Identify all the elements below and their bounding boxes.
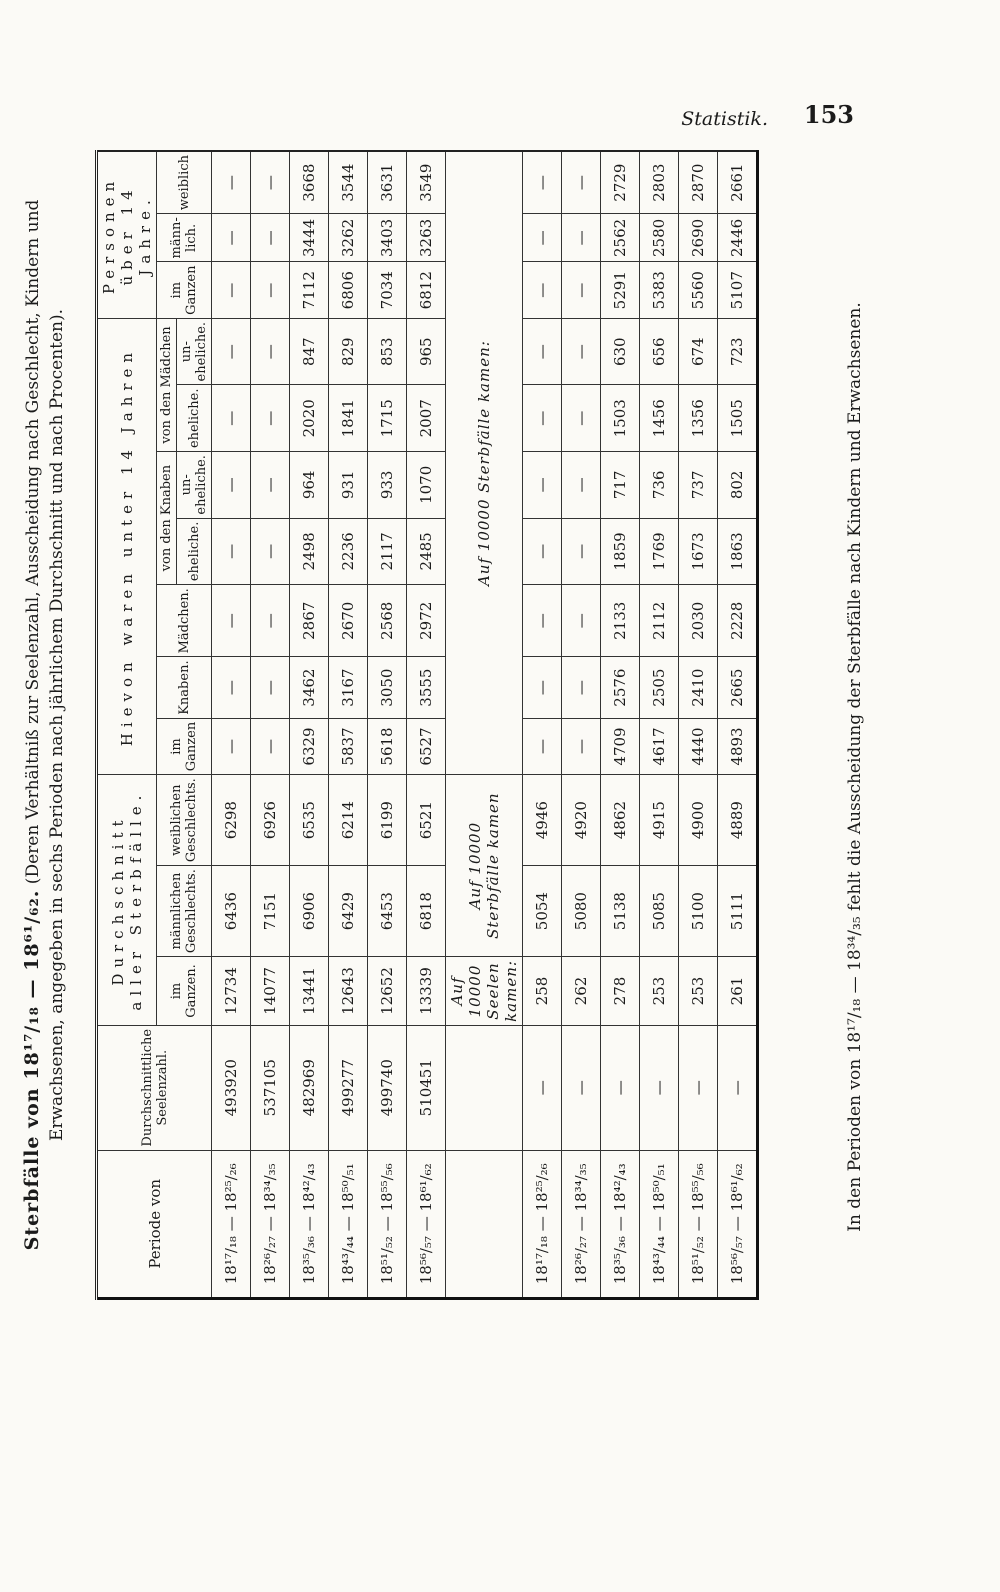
absolute-cell-p-w: 3631 [368, 151, 407, 214]
absolute-cell-md-e: 1715 [368, 385, 407, 452]
header-seelenzahl: Durchschnittliche Seelenzahl. [97, 1025, 212, 1150]
absolute-rows [212, 151, 446, 1299]
percentage-cell-w: 4946 [523, 775, 562, 866]
percentage-cell-p-w: — [562, 151, 601, 214]
absolute-cell-kn-u: — [212, 452, 251, 519]
absolute-cell-kn-e: — [251, 518, 290, 585]
percentage-cell-ges: 261 [718, 957, 758, 1026]
absolute-cell-md-e: 2020 [290, 385, 329, 452]
absolute-cell-w: 6298 [212, 775, 251, 866]
table-title-rest: (Deren Verhältniß zur Seelenzahl, Ausscheidung nach Geschlecht, Kindern und Erwachsenen, angegeben in sechs Perioden nach jährlichem Durchschnitt und nach Procenten). [23, 199, 67, 1142]
header-im-ganzen-3: im Ganzen [157, 262, 212, 318]
absolute-cell-p-m: 3444 [290, 214, 329, 262]
percentage-cell-periode: 18⁴³/₄₄ — 18⁵⁰/₅₁ [640, 1150, 679, 1298]
percentage-cell-p-w: — [523, 151, 562, 214]
absolute-cell-w: 6535 [290, 775, 329, 866]
header-weibl: weiblichen Geschlechts. [157, 775, 212, 866]
absolute-cell-w: 6199 [368, 775, 407, 866]
absolute-cell-p-ges: 6806 [329, 262, 368, 318]
absolute-cell-p-w: 3544 [329, 151, 368, 214]
percentage-cell-md-u: 656 [640, 318, 679, 385]
absolute-cell-maedchen: — [251, 585, 290, 657]
percentage-cell-kn-e: 1859 [601, 518, 640, 585]
header-hievon: Hievon waren unter 14 Jahren [97, 318, 157, 774]
percentage-cell-p-w: 2661 [718, 151, 758, 214]
absolute-cell-m: 7151 [251, 866, 290, 957]
absolute-cell-m: 6429 [329, 866, 368, 957]
percentage-cell-m: 5085 [640, 866, 679, 957]
absolute-cell-kn-e: 2498 [290, 518, 329, 585]
absolute-cell-seelen: 482969 [290, 1025, 329, 1150]
absolute-cell-md-u: 847 [290, 318, 329, 385]
absolute-row [212, 151, 251, 1299]
percentage-cell-kn-u: 737 [679, 452, 718, 519]
percentage-cell-knaben: 2665 [718, 657, 758, 718]
absolute-cell-w: 6521 [407, 775, 446, 866]
percentage-cell-kn-u: — [562, 452, 601, 519]
percentage-row [601, 151, 640, 1299]
percentage-cell-w: 4862 [601, 775, 640, 866]
percentage-cell-maedchen: 2228 [718, 585, 758, 657]
percentage-cell-md-u: 723 [718, 318, 758, 385]
note-kinder: Auf 10000 Sterbfälle kamen: [446, 151, 523, 775]
percentage-cell-k-ges: 4709 [601, 718, 640, 774]
absolute-cell-p-m: 3262 [329, 214, 368, 262]
absolute-cell-p-w: 3549 [407, 151, 446, 214]
absolute-cell-maedchen: — [212, 585, 251, 657]
absolute-cell-periode: 18⁵⁶/₅₇ — 18⁶¹/₆₂ [407, 1150, 446, 1298]
percentage-cell-md-e: 1456 [640, 385, 679, 452]
header-maennl: männlichen Geschlechts. [157, 866, 212, 957]
percentage-cell-k-ges: 4617 [640, 718, 679, 774]
percentage-cell-m: 5138 [601, 866, 640, 957]
absolute-cell-ges: 14077 [251, 957, 290, 1026]
header-im-ganzen-2: im Ganzen [157, 718, 212, 774]
percentage-cell-maedchen: 2112 [640, 585, 679, 657]
header-maedchen: Mädchen. [157, 585, 212, 657]
absolute-cell-periode: 18²⁶/₂₇ — 18³⁴/₃₅ [251, 1150, 290, 1298]
absolute-cell-m: 6818 [407, 866, 446, 957]
absolute-cell-maedchen: 2867 [290, 585, 329, 657]
percentage-cell-seelen: — [640, 1025, 679, 1150]
percentage-cell-knaben: 2576 [601, 657, 640, 718]
percentage-cell-m: 5054 [523, 866, 562, 957]
percentage-cell-knaben: — [562, 657, 601, 718]
percentage-row [562, 151, 601, 1299]
header-maennlich: männ-lich. [157, 214, 212, 262]
percentage-rows [523, 151, 758, 1299]
percentage-row [718, 151, 758, 1299]
absolute-cell-kn-e: 2236 [329, 518, 368, 585]
header-durchschnitt: Durchschnitt aller Sterbfälle. [97, 775, 157, 1026]
percentage-cell-md-e: — [562, 385, 601, 452]
note-blank-2 [446, 1025, 523, 1150]
percentage-cell-md-u: — [562, 318, 601, 385]
percentage-cell-md-e: 1505 [718, 385, 758, 452]
percentage-cell-p-ges: — [562, 262, 601, 318]
percentage-cell-md-e: 1503 [601, 385, 640, 452]
absolute-cell-ges: 12734 [212, 957, 251, 1026]
header-maedchen-unehelich: un-eheliche. [177, 318, 212, 385]
absolute-cell-md-u: 965 [407, 318, 446, 385]
percentage-cell-kn-e: 1673 [679, 518, 718, 585]
percentage-cell-periode: 18³⁵/₃₆ — 18⁴²/₄₃ [601, 1150, 640, 1298]
absolute-cell-knaben: 3167 [329, 657, 368, 718]
header-im-ganzen: im Ganzen. [157, 957, 212, 1026]
absolute-cell-ges: 12643 [329, 957, 368, 1026]
absolute-cell-maedchen: 2972 [407, 585, 446, 657]
percentage-cell-kn-e: — [523, 518, 562, 585]
header-personen: Personen über 14 Jahre. [97, 151, 157, 318]
percentage-cell-k-ges: — [523, 718, 562, 774]
absolute-cell-knaben: — [251, 657, 290, 718]
absolute-cell-md-u: — [251, 318, 290, 385]
header-von-knaben: von den Knaben [157, 452, 177, 585]
percentage-cell-maedchen: 2030 [679, 585, 718, 657]
absolute-cell-m: 6436 [212, 866, 251, 957]
note-geschlecht: Auf 10000 Sterbfälle kamen [446, 775, 523, 957]
percentage-cell-maedchen: — [562, 585, 601, 657]
percentage-cell-knaben: — [523, 657, 562, 718]
absolute-cell-seelen: 499740 [368, 1025, 407, 1150]
absolute-row [368, 151, 407, 1299]
percentage-cell-seelen: — [523, 1025, 562, 1150]
table-title [20, 150, 69, 1300]
absolute-cell-knaben: — [212, 657, 251, 718]
percentage-cell-md-u: 674 [679, 318, 718, 385]
absolute-cell-w: 6926 [251, 775, 290, 866]
absolute-cell-p-ges: 6812 [407, 262, 446, 318]
absolute-cell-p-m: 3403 [368, 214, 407, 262]
percentage-cell-kn-e: 1769 [640, 518, 679, 585]
percentage-cell-kn-u: — [523, 452, 562, 519]
percentage-cell-k-ges: — [562, 718, 601, 774]
absolute-row [329, 151, 368, 1299]
table-title-bold: Sterbfälle von 18¹⁷/₁₈ — 18⁶¹/₆₂. [21, 889, 43, 1251]
percentage-cell-p-m: — [523, 214, 562, 262]
percentage-cell-seelen: — [562, 1025, 601, 1150]
absolute-cell-k-ges: — [251, 718, 290, 774]
absolute-cell-k-ges: 5618 [368, 718, 407, 774]
absolute-cell-kn-u: 931 [329, 452, 368, 519]
percentage-cell-w: 4889 [718, 775, 758, 866]
absolute-cell-md-e: — [212, 385, 251, 452]
percentage-cell-m: 5080 [562, 866, 601, 957]
absolute-cell-seelen: 499277 [329, 1025, 368, 1150]
percentage-cell-m: 5111 [718, 866, 758, 957]
header-maedchen-ehelich: eheliche. [177, 385, 212, 452]
absolute-cell-periode: 18⁵¹/₅₂ — 18⁵⁵/₅₆ [368, 1150, 407, 1298]
percentage-cell-knaben: 2410 [679, 657, 718, 718]
percentage-cell-md-u: 630 [601, 318, 640, 385]
absolute-cell-md-u: — [212, 318, 251, 385]
header-periode: Periode von [97, 1150, 212, 1298]
absolute-cell-maedchen: 2568 [368, 585, 407, 657]
percentage-cell-p-ges: 5560 [679, 262, 718, 318]
absolute-cell-seelen: 537105 [251, 1025, 290, 1150]
percentage-cell-seelen: — [718, 1025, 758, 1150]
absolute-cell-md-e: 1841 [329, 385, 368, 452]
absolute-cell-w: 6214 [329, 775, 368, 866]
percentage-cell-maedchen: 2133 [601, 585, 640, 657]
percentage-cell-seelen: — [601, 1025, 640, 1150]
percentage-cell-kn-e: — [562, 518, 601, 585]
percentage-cell-k-ges: 4893 [718, 718, 758, 774]
percentage-cell-p-w: 2803 [640, 151, 679, 214]
header-knaben-ehelich: eheliche. [177, 518, 212, 585]
percentage-cell-kn-u: 717 [601, 452, 640, 519]
absolute-cell-md-e: 2007 [407, 385, 446, 452]
absolute-cell-k-ges: 6329 [290, 718, 329, 774]
percentage-cell-ges: 253 [640, 957, 679, 1026]
percentage-row [640, 151, 679, 1299]
percentage-cell-periode: 18¹⁷/₁₈ — 18²⁵/₂₆ [523, 1150, 562, 1298]
absolute-cell-kn-e: 2485 [407, 518, 446, 585]
percentage-cell-w: 4900 [679, 775, 718, 866]
absolute-cell-p-ges: 7112 [290, 262, 329, 318]
absolute-cell-ges: 12652 [368, 957, 407, 1026]
footnote: In den Perioden von 18¹⁷/₁₈ — 18³⁴/₃₅ fehlt die Ausscheidung der Sterbfälle nach Kindern und Erwachsenen. [845, 302, 865, 1232]
absolute-cell-md-u: 829 [329, 318, 368, 385]
absolute-cell-maedchen: 2670 [329, 585, 368, 657]
absolute-cell-seelen: 493920 [212, 1025, 251, 1150]
note-row-group [446, 151, 523, 1299]
header-weiblich: weiblich [157, 151, 212, 214]
percentage-cell-seelen: — [679, 1025, 718, 1150]
absolute-cell-kn-e: 2117 [368, 518, 407, 585]
absolute-cell-periode: 18⁴³/₄₄ — 18⁵⁰/₅₁ [329, 1150, 368, 1298]
absolute-cell-k-ges: 5837 [329, 718, 368, 774]
percentage-cell-p-ges: 5383 [640, 262, 679, 318]
absolute-cell-p-ges: — [251, 262, 290, 318]
absolute-cell-p-m: 3263 [407, 214, 446, 262]
page-number: 153 [803, 100, 854, 129]
absolute-row [251, 151, 290, 1299]
absolute-cell-kn-u: 1070 [407, 452, 446, 519]
percentage-cell-p-ges: 5291 [601, 262, 640, 318]
absolute-cell-p-ges: 7034 [368, 262, 407, 318]
absolute-cell-kn-u: 933 [368, 452, 407, 519]
percentage-cell-kn-e: 1863 [718, 518, 758, 585]
header-von-maedchen: von den Mädchen [157, 318, 177, 451]
absolute-cell-p-w: 3668 [290, 151, 329, 214]
note-seelen: Auf 10000 Seelen kamen: [446, 957, 523, 1026]
percentage-cell-periode: 18⁵⁶/₅₇ — 18⁶¹/₆₂ [718, 1150, 758, 1298]
running-head: Statistik. [681, 108, 768, 130]
percentage-cell-maedchen: — [523, 585, 562, 657]
percentage-cell-p-m: 2580 [640, 214, 679, 262]
percentage-cell-ges: 278 [601, 957, 640, 1026]
absolute-cell-m: 6453 [368, 866, 407, 957]
percentage-cell-k-ges: 4440 [679, 718, 718, 774]
table-header [97, 151, 212, 1299]
percentage-cell-ges: 258 [523, 957, 562, 1026]
percentage-cell-ges: 253 [679, 957, 718, 1026]
percentage-cell-md-u: — [523, 318, 562, 385]
percentage-cell-kn-u: 736 [640, 452, 679, 519]
absolute-cell-knaben: 3555 [407, 657, 446, 718]
absolute-cell-k-ges: 6527 [407, 718, 446, 774]
absolute-cell-p-w: — [251, 151, 290, 214]
absolute-cell-kn-u: — [251, 452, 290, 519]
percentage-cell-p-w: 2870 [679, 151, 718, 214]
percentage-cell-p-m: 2562 [601, 214, 640, 262]
absolute-cell-ges: 13441 [290, 957, 329, 1026]
absolute-cell-m: 6906 [290, 866, 329, 957]
absolute-row [407, 151, 446, 1299]
absolute-cell-periode: 18¹⁷/₁₈ — 18²⁵/₂₆ [212, 1150, 251, 1298]
absolute-cell-k-ges: — [212, 718, 251, 774]
percentage-cell-p-w: 2729 [601, 151, 640, 214]
percentage-cell-p-ges: 5107 [718, 262, 758, 318]
mortality-table [95, 150, 759, 1300]
percentage-cell-p-m: — [562, 214, 601, 262]
note-blank [446, 1150, 523, 1298]
percentage-cell-p-m: 2690 [679, 214, 718, 262]
absolute-cell-knaben: 3462 [290, 657, 329, 718]
percentage-cell-w: 4920 [562, 775, 601, 866]
percentage-cell-kn-u: 802 [718, 452, 758, 519]
absolute-cell-periode: 18³⁵/₃₆ — 18⁴²/₄₃ [290, 1150, 329, 1298]
absolute-cell-ges: 13339 [407, 957, 446, 1026]
absolute-cell-seelen: 510451 [407, 1025, 446, 1150]
percentage-cell-p-m: 2446 [718, 214, 758, 262]
percentage-cell-md-e: 1356 [679, 385, 718, 452]
percentage-cell-periode: 18²⁶/₂₇ — 18³⁴/₃₅ [562, 1150, 601, 1298]
percentage-row [523, 151, 562, 1299]
absolute-cell-kn-u: 964 [290, 452, 329, 519]
header-knaben-unehelich: un-eheliche. [177, 452, 212, 519]
percentage-cell-ges: 262 [562, 957, 601, 1026]
absolute-cell-p-m: — [251, 214, 290, 262]
percentage-cell-periode: 18⁵¹/₅₂ — 18⁵⁵/₅₆ [679, 1150, 718, 1298]
percentage-cell-md-e: — [523, 385, 562, 452]
absolute-cell-kn-e: — [212, 518, 251, 585]
absolute-cell-p-w: — [212, 151, 251, 214]
absolute-row [290, 151, 329, 1299]
absolute-cell-knaben: 3050 [368, 657, 407, 718]
percentage-cell-w: 4915 [640, 775, 679, 866]
percentage-cell-m: 5100 [679, 866, 718, 957]
percentage-row [679, 151, 718, 1299]
header-knaben: Knaben. [157, 657, 212, 718]
absolute-cell-md-e: — [251, 385, 290, 452]
absolute-cell-md-u: 853 [368, 318, 407, 385]
percentage-cell-p-ges: — [523, 262, 562, 318]
percentage-cell-knaben: 2505 [640, 657, 679, 718]
absolute-cell-p-ges: — [212, 262, 251, 318]
absolute-cell-p-m: — [212, 214, 251, 262]
